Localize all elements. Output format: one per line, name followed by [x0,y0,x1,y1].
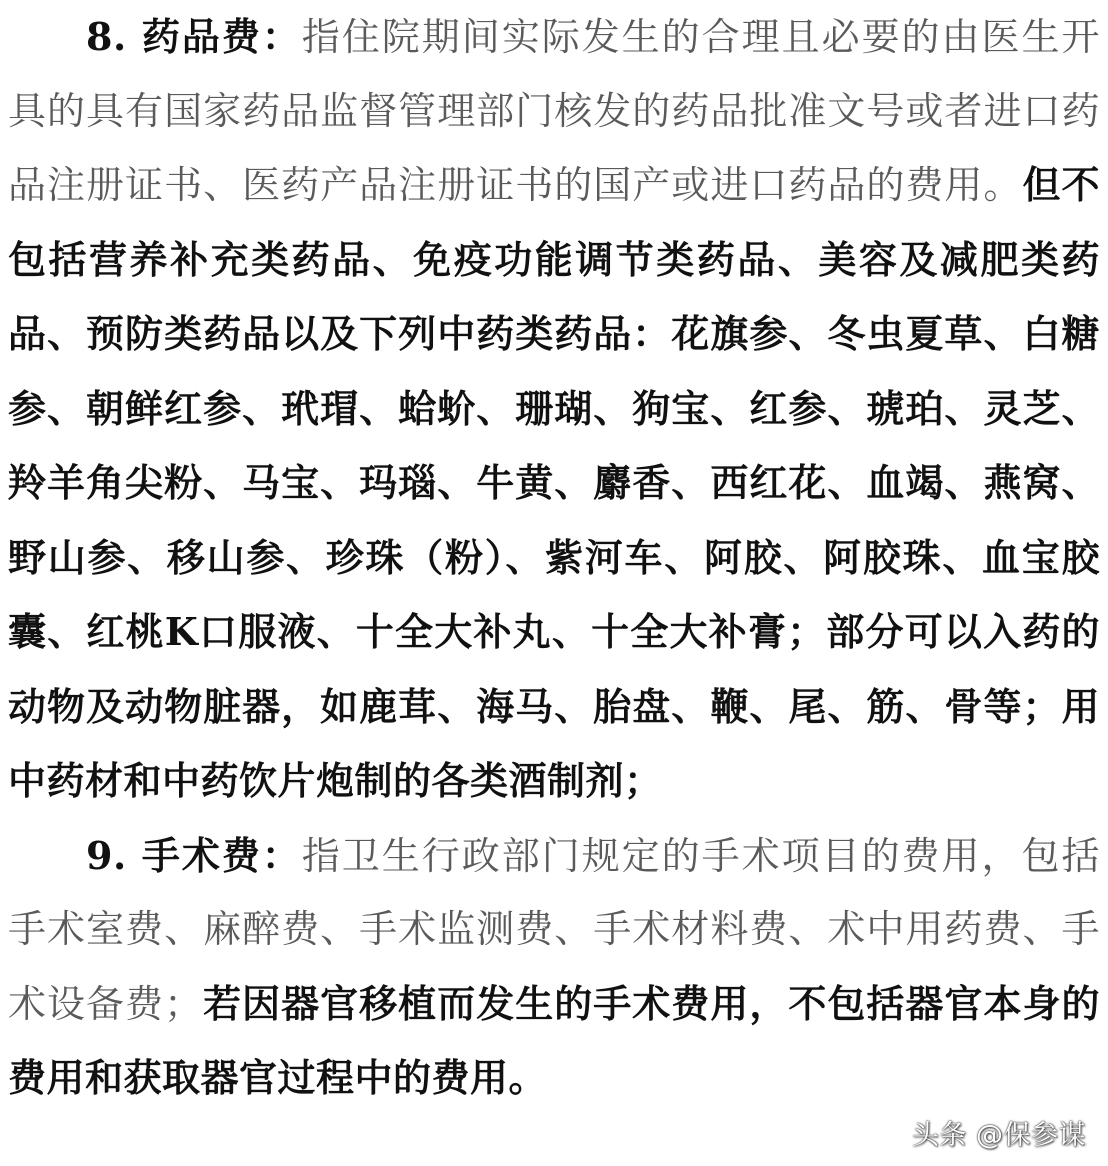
surgery-fees-exclusions: 若因器官移植而发生的手术费用，不包括器官本身的费用和获取器官过程中的费用。 [8,980,1100,1100]
document-body [8,0,1100,1116]
surgery-fees-definition: 指卫生行政部门规定的手术项目的费用，包括手术室费、麻醉费、手术监测费、手术材料费、术中用药费、手术设备费； [8,833,1100,1026]
section-heading-drug-fees: 8. 药品费： [86,14,302,59]
drug-fees-exclusions: 但不包括营养补充类药品、免疫功能调节类药品、美容及减肥类药品、预防类药品以及下列中药类药品：花旗参、冬虫夏草、白糖参、朝鲜红参、玳瑁、蛤蚧、珊瑚、狗宝、红参、琥珀、灵芝、羚羊角尖粉、马宝、玛瑙、牛黄、麝香、西红花、血竭、燕窝、野山参、移山参、珍珠（粉）、紫河车、阿胶、阿胶珠、血宝胶囊、红桃K口服液、十全大补丸、十全大补膏；部分可以入药的动物及动物脏器，如鹿茸、海马、胎盘、鞭、尾、筋、骨等；用中药材和中药饮片炮制的各类酒制剂； [8,162,1100,803]
source-watermark: 头条 @保参谋 [911,1120,1086,1151]
paragraph-surgery-fees [8,819,1100,1116]
drug-fees-definition: 指住院期间实际发生的合理且必要的由医生开具的具有国家药品监督管理部门核发的药品批准文号或者进口药品注册证书、医药产品注册证书的国产或进口药品的费用。 [8,15,1100,207]
paragraph-drug-fees [8,0,1100,819]
section-heading-surgery-fees: 9. 手术费： [86,832,302,878]
